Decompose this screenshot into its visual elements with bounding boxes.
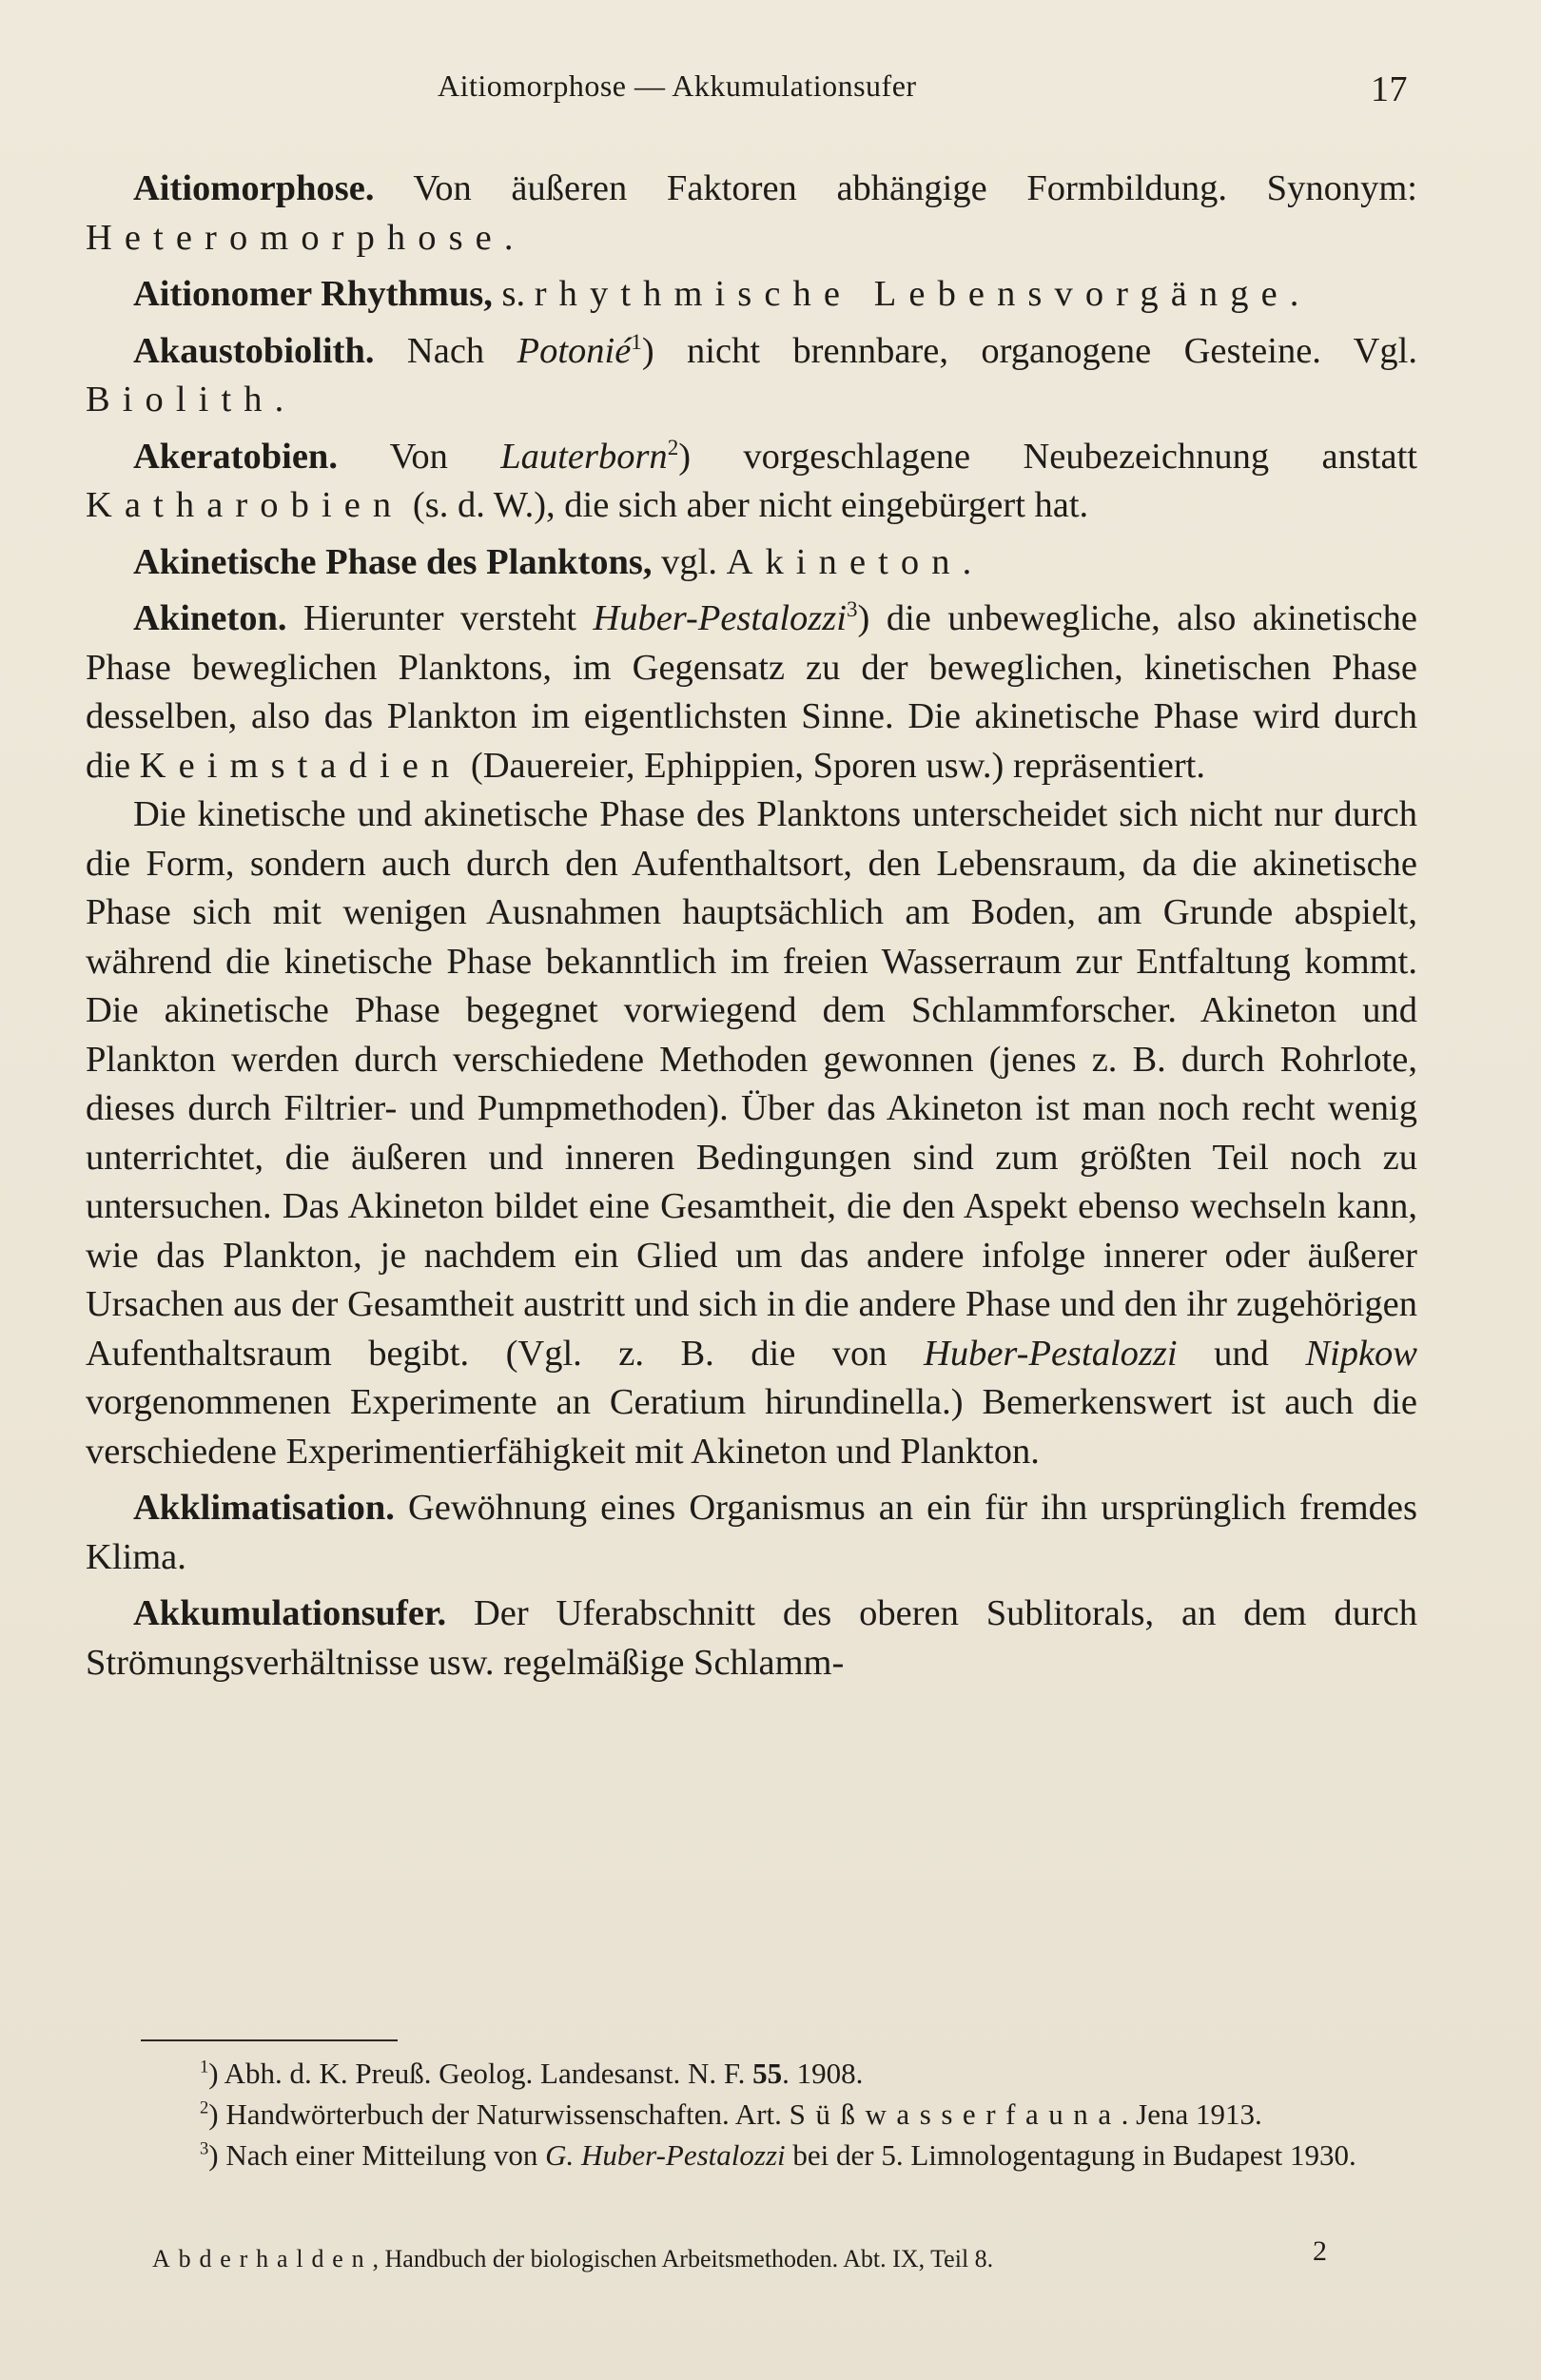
footnote-1 — [93, 2053, 1417, 2094]
footnote-ref: 1 — [631, 328, 642, 354]
paragraph-text: und — [1177, 1333, 1306, 1374]
entry-text: (Dauereier, Ephippien, Sporen usw.) repräsentiert. — [461, 745, 1205, 786]
entry-text: ) nicht brennbare, organogene Gesteine. Vgl. — [641, 330, 1417, 371]
footnote-ref: 3 — [846, 596, 858, 622]
entry-text: Von äußeren Faktoren abhängige Formbildung. Synonym: — [374, 168, 1417, 208]
entry-akineton — [86, 595, 1417, 790]
footnote-ref: 2 — [667, 434, 679, 459]
page-body — [86, 157, 1417, 1687]
footnote-2 — [93, 2094, 1417, 2135]
entry-term: Akkumulationsufer. — [133, 1593, 447, 1633]
footnote-text: . 1908. — [782, 2057, 864, 2090]
entry-term: Akklimatisation. — [133, 1488, 395, 1528]
entry-term: Aitionomer Rhythmus, — [133, 274, 493, 314]
entry-term: Aitiomorphose. — [133, 168, 375, 208]
author-name: G. Huber-Pestalozzi — [545, 2138, 786, 2172]
entry-text: Von — [337, 436, 501, 477]
paragraph-text: vorgenommenen Experimente an Ceratium hirundinella.) Bemerkenswert ist auch die verschiedene Experimentierfähigkeit mit Akineton und Plankton. — [86, 1382, 1417, 1472]
entry-text: . — [274, 380, 284, 419]
entry-aitiomorphose — [86, 165, 1417, 263]
entry-text: Der Uferabschnitt des oberen Sublitorals, an dem durch Strömungsverhältnisse usw. regelmäßige Schlamm- — [86, 1593, 1417, 1683]
entry-term: Akineton. — [133, 598, 287, 638]
footnote-text: ) Abh. d. K. Preuß. Geolog. Landesanst. N. F. — [208, 2057, 753, 2090]
entry-text: Hierunter versteht — [286, 598, 594, 638]
spaced-term: Biolith — [86, 380, 275, 419]
entry-akklimatisation — [86, 1484, 1417, 1582]
paragraph-text: Die kinetische und akinetische Phase des Planktons unterscheidet sich nicht nur durch die Form, sondern auch durch den Aufenthaltsort, den Lebensraum, da die akinetische Phase sich mit wenigen Ausnahmen hauptsächlich am Boden, am Grunde abspielt, während die kinetische Phase bekanntlich im freien Wasserraum zur Entfaltung kommt. Die akinetische Phase begegnet vorwiegend dem Schlammforscher. Akineton und Plankton werden durch verschiedene Methoden gewonnen (jenes z. B. durch Rohrlote, dieses durch Filtrier- und Pumpmethoden). Über das Akineton ist man noch recht wenig unterrichtet, die äußeren und inneren Bedingungen sind zum größten Teil noch zu untersuchen. Das Akineton bildet eine Gesamtheit, die den Aspekt ebenso wechseln kann, wie das Plankton, je nachdem ein Glied um das andere infolge innerer oder äußerer Ursachen aus der Gesamtheit austritt und sich in die andere Phase und den ihr zugehörigen Aufenthaltsraum begibt. (Vgl. z. B. die von — [86, 794, 1417, 1374]
signature-mark: 2 — [1313, 2235, 1327, 2267]
entry-text: vgl. — [652, 541, 727, 582]
entry-text: . — [1289, 274, 1299, 314]
entry-text: Gewöhnung eines Organismus an ein für ihn ursprünglich fremdes Klima. — [86, 1488, 1417, 1577]
entry-text: (s. d. W.), die sich aber nicht eingebürgert hat. — [403, 485, 1089, 525]
entry-term: Akeratobien. — [133, 436, 338, 477]
author-name: Nipkow — [1305, 1333, 1417, 1374]
spaced-term: rhythmische Lebensvorgänge — [534, 274, 1290, 314]
volume-number: 55 — [752, 2057, 783, 2090]
footnote-text: bei der 5. Limnologentagung in Budapest 1930. — [785, 2138, 1356, 2172]
footnote-text: ) Nach einer Mitteilung von — [208, 2138, 546, 2172]
footnote-text: ) Handwörterbuch der Naturwissenschaften. Art. — [208, 2097, 790, 2131]
author-name: Huber-Pestalozzi — [593, 598, 847, 638]
entry-akeratobien — [86, 433, 1417, 531]
entry-aitionomer-rhythmus — [86, 270, 1417, 320]
spaced-term: Keimstadien — [139, 745, 462, 786]
author-name: Lauterborn — [500, 436, 668, 477]
footnote-number: 3 — [200, 2138, 209, 2159]
entry-text: ) die unbewegliche, also akinetische Phase beweglichen Planktons, im Gegensatz zu der beweglichen, kinetischen Phase desselben, also das Plankton im eigentlichsten Sinne. Die akinetische Phase wird durch die — [86, 598, 1417, 786]
citation-author: Abderhalden — [152, 2245, 373, 2273]
entry-akinetische-phase — [86, 538, 1417, 588]
entry-text: ) vorgeschlagene Neubezeichnung anstatt — [678, 436, 1417, 477]
entry-term: Akinetische Phase des Planktons, — [133, 541, 653, 582]
entry-text: s. — [492, 274, 535, 314]
entry-text: Nach — [374, 330, 517, 371]
page-header — [0, 68, 1541, 114]
spaced-term: Heteromorphose — [86, 217, 504, 258]
running-title: Aitiomorphose — Akkumulationsufer — [438, 68, 917, 103]
page-number: 17 — [1371, 69, 1408, 109]
spaced-term: Katharobien — [86, 485, 404, 525]
akineton-paragraph — [86, 790, 1417, 1476]
entry-akkumulationsufer — [86, 1590, 1417, 1687]
footnotes — [93, 2053, 1417, 2175]
spaced-term: Süßwasserfauna — [789, 2097, 1122, 2131]
book-citation — [152, 2245, 993, 2273]
citation-title: , Handbuch der biologischen Arbeitsmethoden. Abt. IX, Teil 8. — [372, 2245, 994, 2273]
page-footer — [0, 2235, 1541, 2283]
footnote-number: 1 — [200, 2057, 209, 2078]
entry-term: Akaustobiolith. — [133, 330, 375, 371]
entry-text: . — [503, 217, 514, 258]
footnote-text: . Jena 1913. — [1121, 2097, 1262, 2131]
entry-akaustobiolith — [86, 327, 1417, 425]
footnote-rule — [141, 2039, 398, 2041]
author-name: Potonié — [517, 330, 632, 371]
spaced-term: Akineton — [726, 541, 963, 582]
entry-text: . — [962, 541, 972, 582]
footnote-3 — [93, 2135, 1417, 2175]
author-name: Huber-Pestalozzi — [924, 1333, 1178, 1374]
footnote-number: 2 — [200, 2097, 209, 2118]
